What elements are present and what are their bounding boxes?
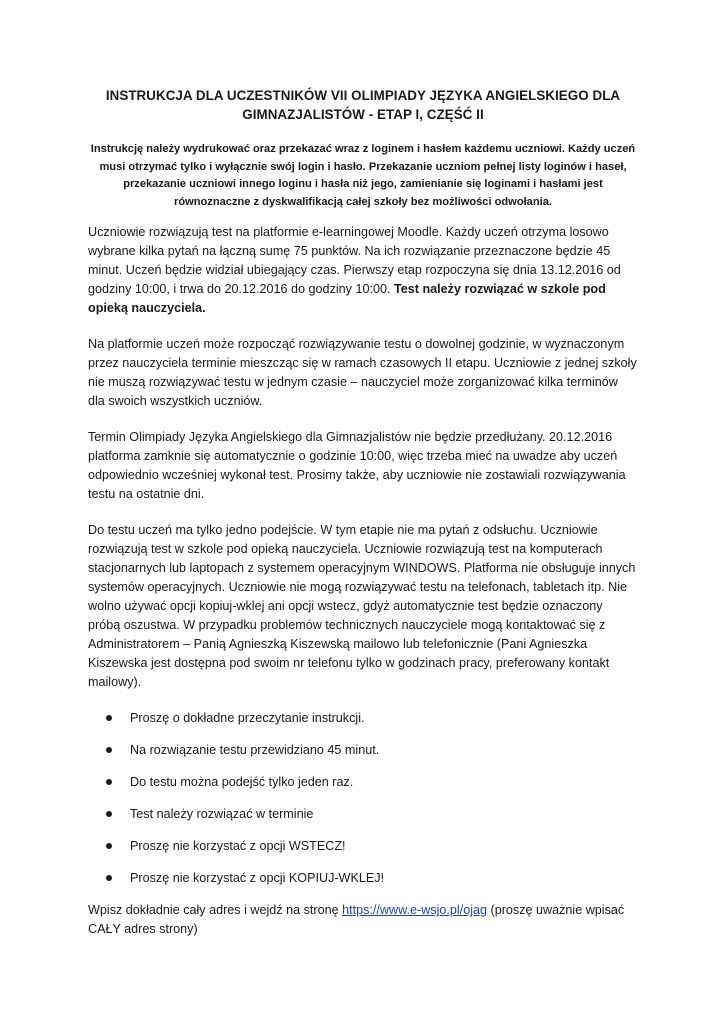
paragraph-test-platform xyxy=(88,223,638,318)
website-link[interactable]: https://www.e-wsjo.pl/ojag xyxy=(342,903,487,917)
bullet-text: Do testu można podejść tylko jeden raz. xyxy=(130,775,354,789)
bullet-dot-icon xyxy=(106,747,112,753)
title-line-1: INSTRUKCJA DLA UCZESTNIKÓW VII OLIMPIADY JĘZYKA ANGIELSKIEGO DLA xyxy=(105,88,621,103)
paragraph-start-time: Na platformie uczeń może rozpocząć rozwiązywanie testu o dowolnej godzinie, w wyznaczonym przez nauczyciela terminie mieszcząc się w ramach czasowych II etapu. Uczniowie z jednej szkoły nie muszą rozwiązywać testu w jednym czasie – nauczyciel może zorganizować kilka terminów dla swoich wszystkich uczniów. xyxy=(88,337,637,408)
document-title xyxy=(88,86,638,124)
bullet-text: Na rozwiązanie testu przewidziano 45 minut. xyxy=(130,743,380,757)
bullet-text: Test należy rozwiązać w terminie xyxy=(130,807,314,821)
paragraph-website-address xyxy=(88,901,638,939)
title-line-2: GIMNAZJALISTÓW - ETAP I, CZĘŚĆ II xyxy=(242,107,484,122)
bullet-text: Proszę nie korzystać z opcji WSTECZ! xyxy=(130,839,346,853)
bullet-item xyxy=(88,741,638,760)
bullet-item xyxy=(88,709,638,728)
bullet-dot-icon xyxy=(106,875,112,881)
bullet-dot-icon xyxy=(106,715,112,721)
bullet-item xyxy=(88,837,638,856)
paragraph-test-platform-text: Uczniowie rozwiązują test na platformie e-learningowej Moodle. Każdy uczeń otrzyma losowo wybrane kilka pytań na łączną sumę 75 punktów. Na ich rozwiązanie przeznaczone będzie 45 minut. Uczeń będzie widział ubiegający czas. Pierwszy etap rozpoczyna się dnia 13.12.2016 od godziny 10:00, i trwa do 20.12.2016 do godziny 10:00. xyxy=(88,225,621,296)
bullet-item xyxy=(88,773,638,792)
bullet-dot-icon xyxy=(106,811,112,817)
document-page xyxy=(88,86,638,956)
bullet-item xyxy=(88,805,638,824)
instruction-bullet-list xyxy=(88,709,638,888)
paragraph-rules: Do testu uczeń ma tylko jedno podejście. W tym etapie nie ma pytań z odsłuchu. Uczniowie rozwiązują test w szkole pod opieką nauczyciela. Uczniowie rozwiązują test na komputerach stacjonarnych lub laptopach z systemem operacyjnym WINDOWS. Platforma nie obsługuje innych systemów operacyjnych. Uczniowie nie mogą rozwiązywać testu na telefonach, tabletach itp. Nie wolno używać opcji kopiuj-wklej ani opcji wstecz, gdyż automatycznie test będzie oznaczony próbą oszustwa. W przypadku problemów technicznych nauczyciele mogą kontaktować się z Administratorem – Panią Agnieszką Kiszewską mailowo lub telefonicznie (Pani Agnieszka Kiszewska jest dostępna pod swoim nr telefonu tylko w godzinach pracy, preferowany kontakt mailowy). xyxy=(88,523,636,689)
bullet-text: Proszę o dokładne przeczytanie instrukcji. xyxy=(130,711,365,725)
paragraph-test-platform-bold: Test należy rozwiązać w szkole pod opieką nauczyciela. xyxy=(88,282,606,315)
paragraph-deadline: Termin Olimpiady Języka Angielskiego dla Gimnazjalistów nie będzie przedłużany. 20.12.2016 platforma zamknie się automatycznie o godzinie 10:00, więc trzeba mieć na uwadze aby uczeń odpowiednio wcześniej wykonał test. Prosimy także, aby uczniowie nie zostawiali rozwiązywania testu na ostatnie dni. xyxy=(88,430,626,501)
bullet-text: Proszę nie korzystać z opcji KOPIUJ-WKLEJ! xyxy=(130,871,385,885)
bullet-dot-icon xyxy=(106,843,112,849)
website-instruction-text: Wpisz dokładnie cały adres i wejdź na stronę xyxy=(88,903,343,917)
disqualification-notice: Instrukcję należy wydrukować oraz przekazać wraz z loginem i hasłem każdemu uczniowi. Każdy uczeń musi otrzymać tylko i wyłącznie swój login i hasło. Przekazanie uczniom pełnej listy loginów i haseł, przekazanie uczniowi innego loginu i hasła niż jego, zamienianie się loginami i hasłami jest równoznaczne z dyskwalifikacją całej szkoły bez możliwości odwołania. xyxy=(90,143,636,208)
bullet-dot-icon xyxy=(106,779,112,785)
bullet-item xyxy=(88,869,638,888)
website-instruction-note: (proszę uważnie wpisać CAŁY adres strony) xyxy=(88,903,625,936)
